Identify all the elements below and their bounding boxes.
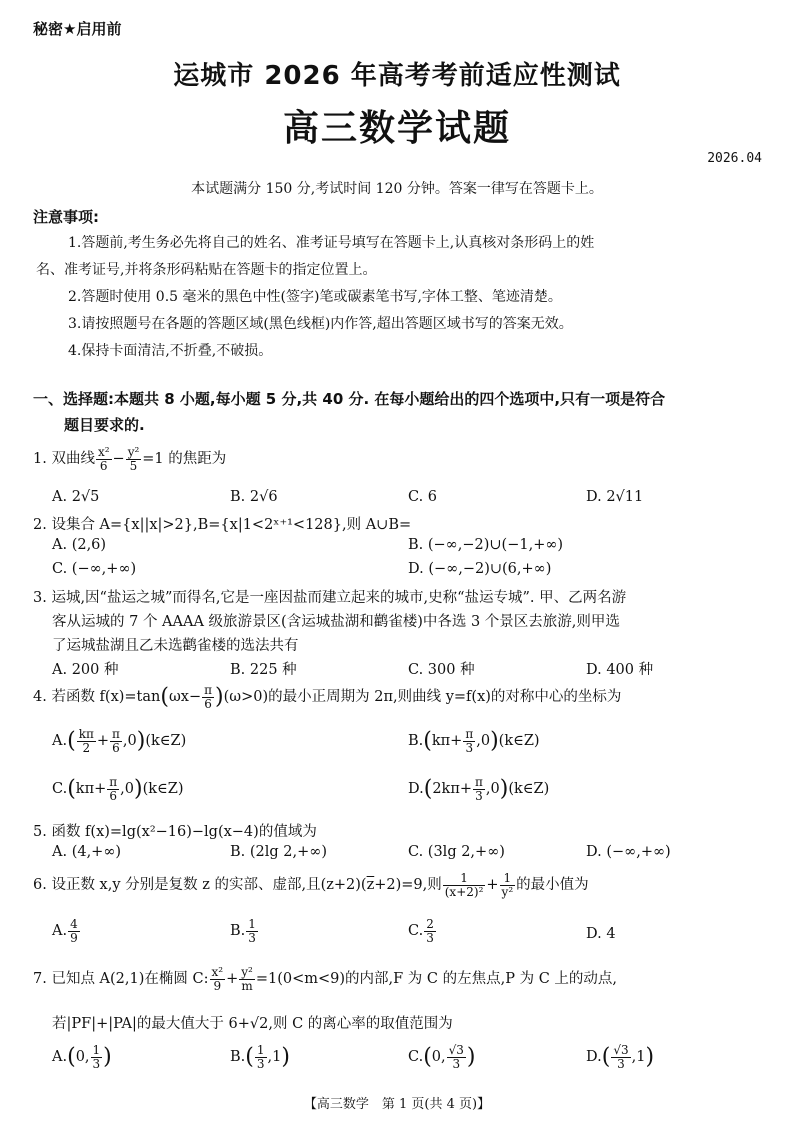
question-6-stem: 6. 设正数 x,y 分别是复数 z 的实部、虚部,且$(z+2)(\overline{z}+2)=9$,则 $\frac{1}{\text{(x+2)²}}$ + $\frac{1}{\text{y²}}$ 的最小值为 — [33, 871, 589, 899]
q1-option-a: A. 2√5 — [52, 489, 100, 505]
question-3-line-1: 3. 运城,因“盐运之城”而得名,它是一座因盐而建立起来的城市,史称“盐运专城”. 甲、乙两名游 — [33, 590, 627, 606]
q3-option-a: A. 200 种 — [52, 662, 119, 678]
q4-option-c: C.(kπ+ $\frac{\pi}{6}$ ,0)(k∈Z) — [52, 775, 184, 803]
question-2-stem: 2. 设集合 A={x||x|>2},B={x|1<2ˣ⁺¹<128},则 A∪B= — [33, 517, 412, 533]
q7-option-b: B.( $\frac{1}{3}$ ,1) — [230, 1043, 290, 1071]
section-heading-cont: 题目要求的. — [64, 416, 145, 434]
section-heading: 一、选择题:本题共 8 小题,每小题 5 分,共 40 分. 在每小题给出的四个选项中,只有一项是符合 — [33, 390, 666, 408]
question-7-stem: 7. 已知点 A(2,1)在椭圆 C: $\frac{\text{x²}}{9}$ + $\frac{\text{y²}}{m}$ =1(0<m<9)的内部,F 为 C 的左焦点,P 为 C 上的动点, — [33, 965, 618, 993]
confidential-mark: 秘密★启用前 — [33, 20, 122, 38]
q4-option-d: D.(2kπ+ $\frac{\pi}{3}$ ,0)(k∈Z) — [408, 775, 550, 803]
question-7-line-2: 若|PF|+|PA|的最大值大于 6+√2,则 C 的离心率的取值范围为 — [52, 1016, 453, 1032]
q6-option-c: C. $\frac{2}{3}$ — [408, 917, 434, 945]
question-4-stem: 4. 若函数 f(x)=tan(ωx− $\frac{\pi}{6}$ )(ω>0)的最小正周期为 2π,则曲线 y=f(x)的对称中心的坐标为 — [33, 683, 622, 711]
q2-option-a: A. (2,6) — [52, 537, 107, 553]
score-note: 本试题满分 150 分,考试时间 120 分钟。答案一律写在答题卡上。 — [191, 181, 603, 197]
q5-option-a: A. (4,+∞) — [52, 844, 122, 860]
q4-option-a: A.( $\frac{k\pi}{2}$ + $\frac{\pi}{6}$ ,0)(k∈Z) — [52, 727, 187, 755]
question-3-line-3: 了运城盐湖且乙未选鹳雀楼的选法共有 — [52, 638, 299, 654]
note-2: 2.答题时使用 0.5 毫米的黑色中性(签字)笔或碳素笔书写,字体工整、笔迹清楚。 — [68, 289, 562, 305]
q2-option-b: B. (−∞,−2)∪(−1,+∞) — [408, 537, 564, 553]
note-3: 3.请按照题号在各题的答题区域(黑色线框)内作答,超出答题区域书写的答案无效。 — [68, 316, 573, 332]
q2-option-d: D. (−∞,−2)∪(6,+∞) — [408, 561, 552, 577]
q5-option-c: C. (3lg 2,+∞) — [408, 844, 505, 860]
q7-option-d: D.( $\frac{√3}{3}$ ,1) — [586, 1043, 655, 1071]
note-1-line-2: 名、准考证号,并将条形码粘贴在答题卡的指定位置上。 — [36, 262, 377, 278]
subject-title: 高三数学试题 — [282, 108, 511, 149]
q6-option-d: D. 4 — [586, 926, 616, 942]
question-1-stem: 1. 双曲线 $\frac{\text{x²}}{6}$ − $\frac{\text{y²}}{5}$ =1 的焦距为 — [33, 445, 227, 473]
q5-option-b: B. (2lg 2,+∞) — [230, 844, 328, 860]
q3-option-d: D. 400 种 — [586, 662, 654, 678]
q1-option-b: B. 2√6 — [230, 489, 278, 505]
q6-option-a: A. $\frac{4}{9}$ — [52, 917, 78, 945]
exam-title: 运城市 2026 年高考考前适应性测试 — [173, 61, 621, 91]
notes-heading: 注意事项: — [33, 208, 99, 226]
q6-option-b: B. $\frac{1}{3}$ — [230, 917, 256, 945]
q4-option-b: B.(kπ+ $\frac{\pi}{3}$ ,0)(k∈Z) — [408, 727, 540, 755]
q3-option-b: B. 225 种 — [230, 662, 297, 678]
q1-option-c: C. 6 — [408, 489, 438, 505]
exam-date: 2026.04 — [707, 151, 762, 166]
question-5-stem: 5. 函数 f(x)=lg(x²−16)−lg(x−4)的值域为 — [33, 824, 317, 840]
q2-option-c: C. (−∞,+∞) — [52, 561, 137, 577]
note-1-line-1: 1.答题前,考生务必先将自己的姓名、准考证号填写在答题卡上,认真核对条形码上的姓 — [68, 235, 595, 251]
q5-option-d: D. (−∞,+∞) — [586, 844, 671, 860]
q1-option-d: D. 2√11 — [586, 489, 644, 505]
question-3-line-2: 客从运城的 7 个 AAAA 级旅游景区(含运城盐湖和鹳雀楼)中各选 3 个景区去旅游,则甲选 — [52, 614, 620, 630]
page-footer: 【高三数学 第 1 页(共 4 页)】 — [303, 1097, 491, 1112]
q7-option-c: C.(0, $\frac{√3}{3}$ ) — [408, 1043, 476, 1071]
note-4: 4.保持卡面清洁,不折叠,不破损。 — [68, 343, 273, 359]
q3-option-c: C. 300 种 — [408, 662, 475, 678]
q7-option-a: A.(0, $\frac{1}{3}$ ) — [52, 1043, 112, 1071]
